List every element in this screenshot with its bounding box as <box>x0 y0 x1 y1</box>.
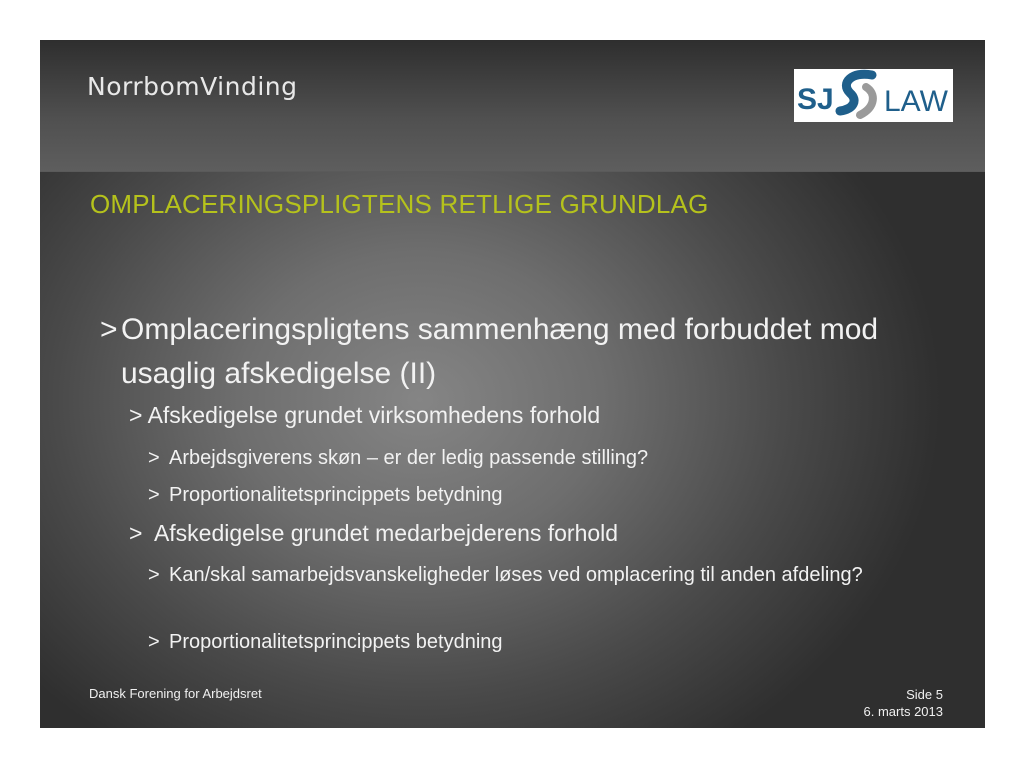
sub-sub-bullet <box>148 443 888 473</box>
footer-organization: Dansk Forening for Arbejdsret <box>89 686 262 701</box>
main-bullet-text: Omplaceringspligtens sammenhæng med forbuddet mod usaglig afskedigelse (II) <box>121 313 879 390</box>
sub-sub-bullet-text: Proportionalitetsprincippets betydning <box>169 631 503 653</box>
slide-title: OMPLACERINGSPLIGTENS RETLIGE GRUNDLAG <box>90 189 709 219</box>
bullet-marker: > <box>148 447 160 469</box>
sub-bullet-text: Afskedigelse grundet medarbejderens forhold <box>153 520 619 546</box>
sub-sub-bullet <box>148 480 888 510</box>
sub-sub-bullet-text: Arbejdsgiverens skøn – er der ledig passende stilling? <box>169 447 649 469</box>
bullet-list <box>40 40 985 728</box>
sub-sub-bullet <box>148 627 888 657</box>
sub-bullet-virksomhed <box>129 402 600 429</box>
sj-logo-right-text: LAW <box>884 85 948 118</box>
bullet-marker: > <box>148 631 160 653</box>
norrbom-vinding-logo: NorrbomVinding <box>87 72 298 101</box>
sub-sub-bullet <box>148 560 888 590</box>
bullet-marker: > <box>129 520 143 546</box>
sub-bullet-medarbejder <box>129 520 618 547</box>
footer-page-info <box>864 686 944 720</box>
sub-bullet-text: Afskedigelse grundet virksomhedens forhold <box>147 402 601 428</box>
bullet-marker: > <box>148 484 160 506</box>
sj-logo-left-text: SJ <box>797 83 834 116</box>
bullet-marker: > <box>148 564 160 586</box>
bullet-marker: > <box>129 402 143 428</box>
page-number: Side 5 <box>906 687 943 702</box>
slide <box>40 40 985 728</box>
bullet-marker: > <box>100 313 118 346</box>
main-bullet <box>100 308 920 396</box>
sub-sub-bullet-text: Kan/skal samarbejdsvanskeligheder løses ved omplacering til anden afdeling? <box>169 564 863 586</box>
footer-date: 6. marts 2013 <box>863 704 943 719</box>
sub-sub-bullet-text: Proportionalitetsprincippets betydning <box>169 484 503 506</box>
